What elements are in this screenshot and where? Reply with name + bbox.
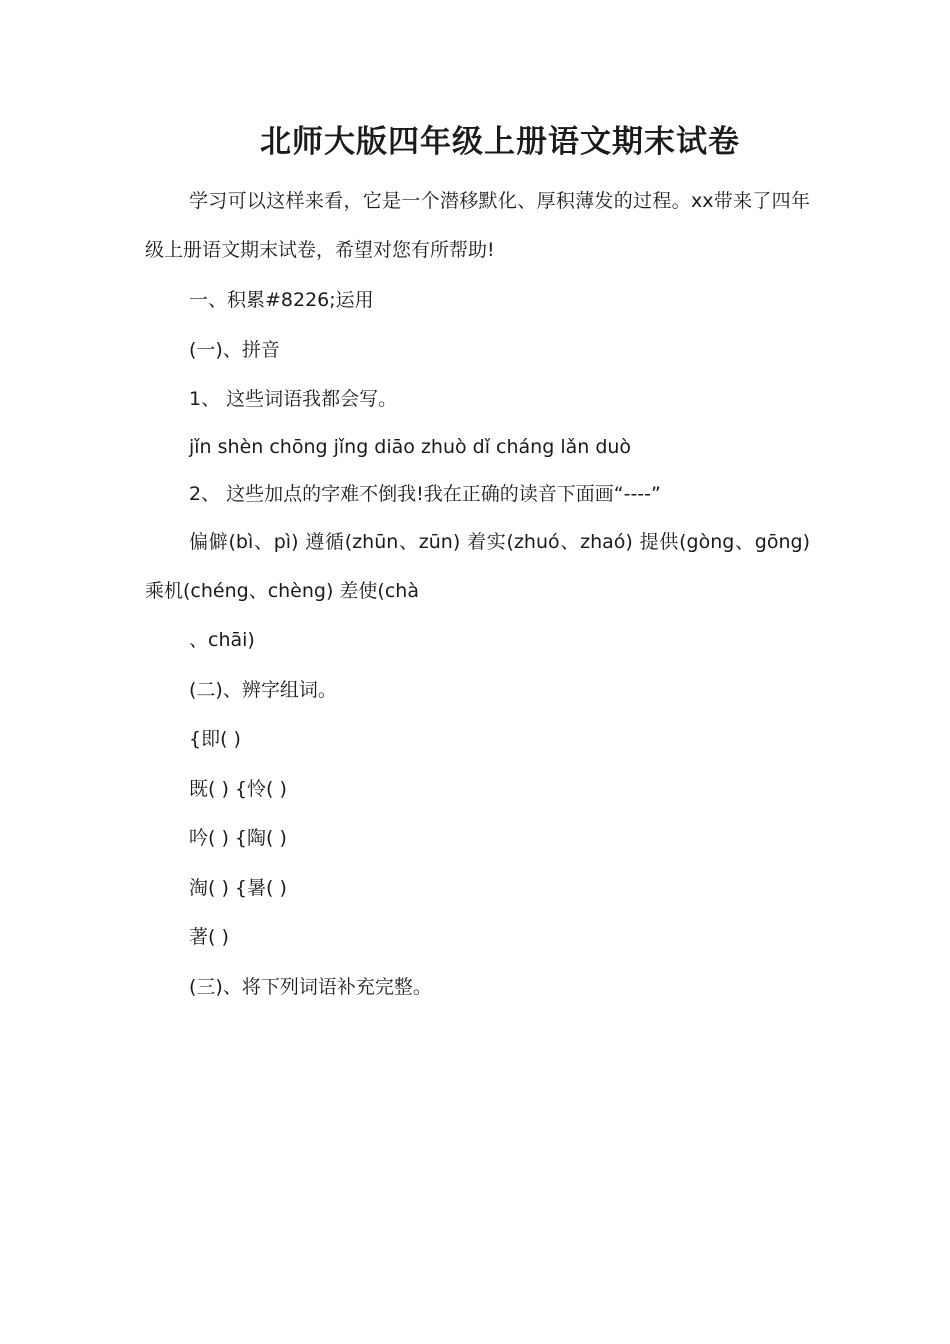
word-pair-line: 著( ): [189, 926, 229, 948]
question-2-items-cont: 、chāi): [189, 629, 255, 651]
question-1-pinyin: jǐn shèn chōng jǐng diāo zhuò dǐ cháng lǎn duò: [189, 436, 632, 458]
document-title: 北师大版四年级上册语文期末试卷: [260, 124, 740, 160]
subsection-heading: (二)、辨字组词。: [189, 679, 337, 701]
word-pair-line: 既( ) {怜( ): [189, 778, 287, 800]
word-pair-line: 淘( ) {暑( ): [189, 877, 287, 899]
subsection-heading: (三)、将下列词语补充完整。: [189, 976, 432, 998]
question-2: 2、 这些加点的字难不倒我!我在正确的读音下面画“----”: [189, 483, 661, 505]
question-2-items: 偏僻(bì、pì) 遵循(zhūn、zūn) 着实(zhuó、zhaó) 提供(gòng、gōng) 乘机(chéng、chèng) 差使(chà: [145, 531, 810, 602]
question-1: 1、 这些词语我都会写。: [189, 388, 398, 410]
intro-paragraph: 学习可以这样来看，它是一个潜移默化、厚积薄发的过程。xx带来了四年级上册语文期末试卷，希望对您有所帮助!: [145, 190, 810, 261]
section-heading: 一、积累#8226;运用: [189, 289, 374, 311]
subsection-heading: (一)、拼音: [189, 339, 280, 361]
word-pair-line: 吟( ) {陶( ): [189, 827, 287, 849]
word-pair-line: {即( ): [189, 728, 241, 750]
